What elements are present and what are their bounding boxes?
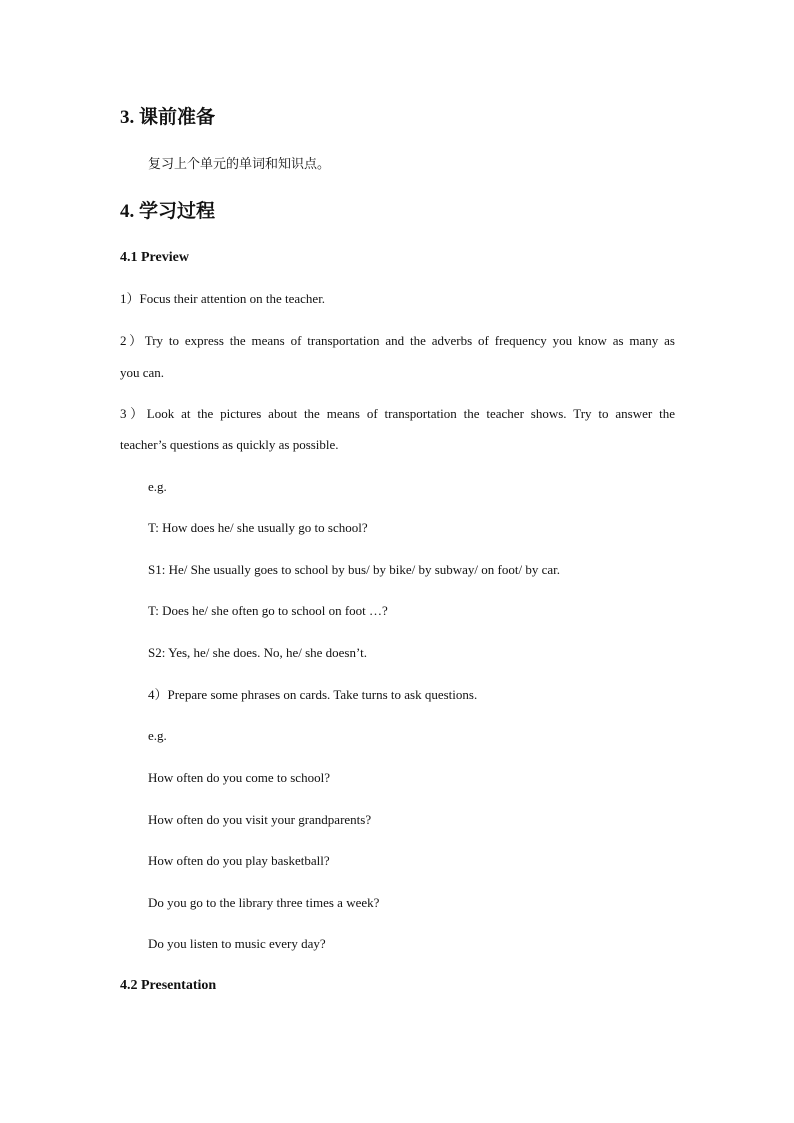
example-2-question-2: How often do you visit your grandparents? <box>148 812 372 827</box>
section-3-heading: 3. 课前准备 <box>120 107 216 128</box>
preview-item-3-line-1: 3）Look at the pictures about the means of transportation the teacher shows. Try to answer the <box>120 406 675 421</box>
preview-item-2-line-2: you can. <box>120 365 165 380</box>
example-1-student-2-answer: S2: Yes, he/ she does. No, he/ she doesn’t. <box>148 645 367 660</box>
example-1-teacher-question: T: How does he/ she usually go to school? <box>148 520 368 535</box>
subsection-presentation-heading: 4.2 Presentation <box>120 978 217 993</box>
example-2-question-4: Do you go to the library three times a week? <box>148 895 380 910</box>
example-1-label: e.g. <box>148 479 167 494</box>
section-3-text: 复习上个单元的单词和知识点。 <box>148 156 331 171</box>
preview-item-4: 4）Prepare some phrases on cards. Take turns to ask questions. <box>148 687 478 702</box>
preview-item-1: 1）Focus their attention on the teacher. <box>120 291 326 306</box>
example-2-label: e.g. <box>148 728 167 743</box>
example-1-student-1-answer: S1: He/ She usually goes to school by bus/ by bike/ by subway/ on foot/ by car. <box>148 562 560 577</box>
example-1-teacher-question-2: T: Does he/ she often go to school on foot …? <box>148 603 388 618</box>
example-2-question-3: How often do you play basketball? <box>148 853 330 868</box>
section-4-heading: 4. 学习过程 <box>120 201 216 222</box>
subsection-preview-heading: 4.1 Preview <box>120 250 189 265</box>
example-2-question-1: How often do you come to school? <box>148 770 330 785</box>
preview-item-2-line-1: 2）Try to express the means of transportation and the adverbs of frequency you know as many as <box>120 333 675 348</box>
preview-item-3-line-2: teacher’s questions as quickly as possible. <box>120 437 339 452</box>
example-2-question-5: Do you listen to music every day? <box>148 936 326 951</box>
